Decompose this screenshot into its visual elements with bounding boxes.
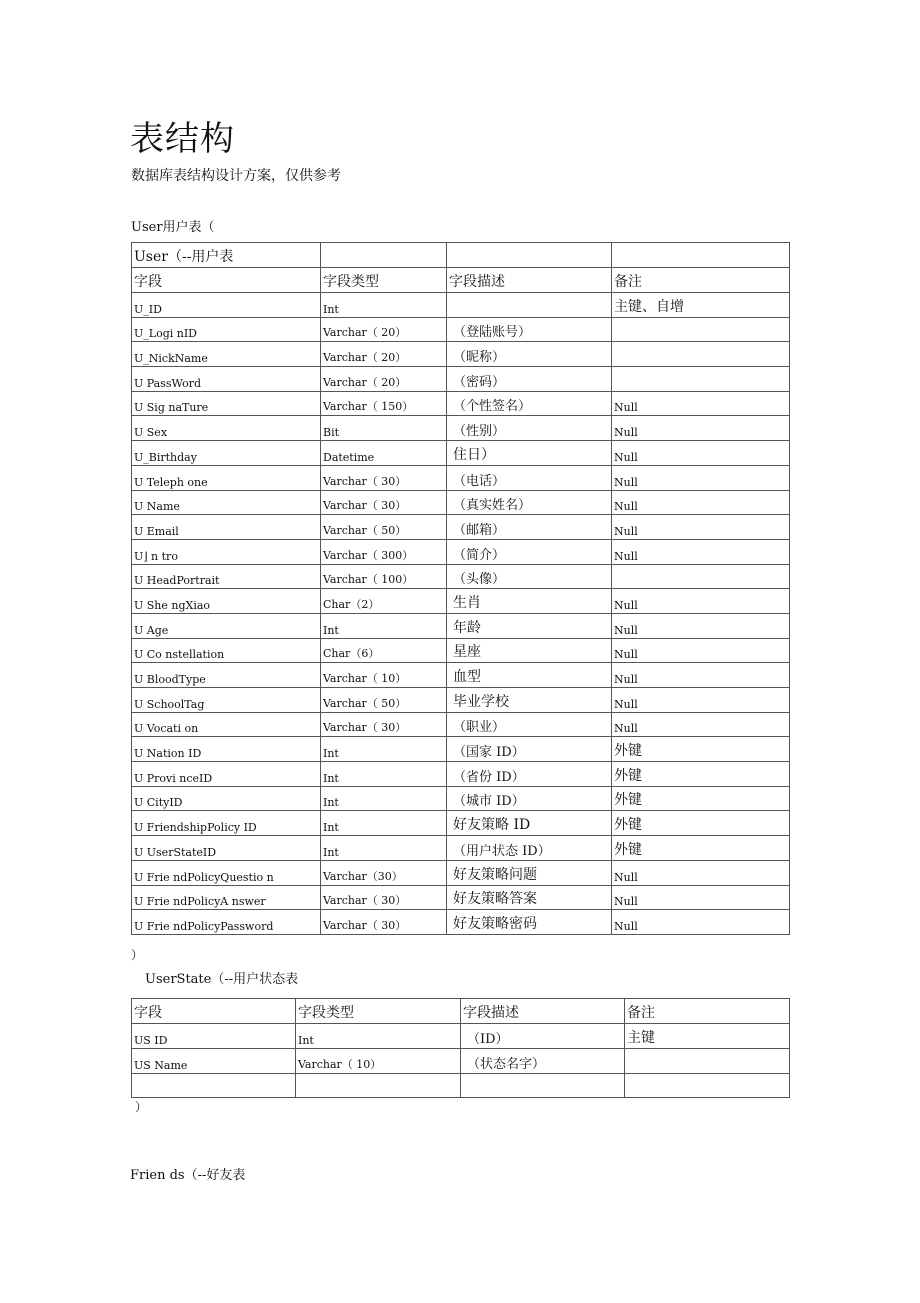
- user-table-cell: U Provi nceID: [132, 762, 321, 787]
- user-table-row: [132, 638, 790, 663]
- user-table-cell: （城市 ID）: [447, 786, 612, 811]
- user-table-cell: 年龄: [447, 613, 612, 638]
- user-table-cell: （简介）: [447, 539, 612, 564]
- user-table-row: [132, 441, 790, 466]
- user-table-cell: 外键: [612, 762, 790, 787]
- user-table-cell: 住日）: [447, 441, 612, 466]
- user-table-cell: Varchar（ 20）: [321, 367, 447, 392]
- user-table-cell: U Co nstellation: [132, 638, 321, 663]
- user-table-cell: Null: [612, 515, 790, 540]
- user-table-row: [132, 786, 790, 811]
- user-table-header-row: [132, 268, 790, 293]
- user-table-cell: Varchar（ 150）: [321, 391, 447, 416]
- user-table-cell: （登陆账号）: [447, 317, 612, 342]
- user-table-cell: （个性签名）: [447, 391, 612, 416]
- user-table-cell: Int: [321, 836, 447, 861]
- user-table-title-cell: User（--用户表: [132, 243, 321, 268]
- user-table-cell: 星座: [447, 638, 612, 663]
- user-table-cell: Null: [612, 910, 790, 935]
- user-table-cell: Char（6）: [321, 638, 447, 663]
- user-table-cell: 外键: [612, 811, 790, 836]
- user-table-cell: 血型: [447, 663, 612, 688]
- user-table-header-cell: 字段类型: [321, 268, 447, 293]
- user-table-cell: （用户状态 ID）: [447, 836, 612, 861]
- userstate-table-header-cell: 备注: [625, 999, 790, 1024]
- user-table-row: [132, 762, 790, 787]
- user-table-row: [132, 688, 790, 713]
- user-table-row: [132, 737, 790, 762]
- user-table-cell: Varchar（ 30）: [321, 885, 447, 910]
- user-table-cell: U Frie ndPolicyA nswer: [132, 885, 321, 910]
- user-table-cell: Char（2）: [321, 589, 447, 614]
- user-table-title-empty-cell: [447, 243, 612, 268]
- user-table-row: [132, 910, 790, 935]
- user-table-cell: Int: [321, 293, 447, 318]
- userstate-table-cell: US Name: [132, 1049, 296, 1074]
- userstate-table-header-cell: 字段: [132, 999, 296, 1024]
- user-table-row: [132, 416, 790, 441]
- user-table-row: [132, 317, 790, 342]
- user-table-cell: Int: [321, 786, 447, 811]
- user-table-cell: U Frie ndPolicyQuestio n: [132, 860, 321, 885]
- user-table-cell: U Age: [132, 613, 321, 638]
- user-table: [131, 242, 790, 935]
- user-table-cell: U FriendshipPolicy ID: [132, 811, 321, 836]
- user-table-cell: Int: [321, 811, 447, 836]
- user-table-title-empty-cell: [321, 243, 447, 268]
- userstate-table-cell: [625, 1049, 790, 1074]
- user-table-row: [132, 490, 790, 515]
- user-table-cell: Null: [612, 688, 790, 713]
- user-table-cell: U⌋ n tro: [132, 539, 321, 564]
- user-table-cell: Varchar（ 50）: [321, 688, 447, 713]
- user-table-cell: Varchar（ 20）: [321, 317, 447, 342]
- user-table-row: [132, 367, 790, 392]
- user-table-cell: （职业）: [447, 712, 612, 737]
- user-table-cell: Null: [612, 712, 790, 737]
- userstate-table-row: [132, 1049, 790, 1074]
- userstate-table-cell: 主键: [625, 1024, 790, 1049]
- user-table-header-cell: 备注: [612, 268, 790, 293]
- user-table-cell: U PassWord: [132, 367, 321, 392]
- user-table-cell: 外键: [612, 786, 790, 811]
- user-table-cell: 好友策略 ID: [447, 811, 612, 836]
- user-table-row: [132, 539, 790, 564]
- user-table-cell: U BloodType: [132, 663, 321, 688]
- user-table-row: [132, 515, 790, 540]
- userstate-table-cell: [461, 1074, 625, 1098]
- user-table-cell: [612, 564, 790, 589]
- user-table-cell: U Sex: [132, 416, 321, 441]
- user-table-cell: （省份 ID）: [447, 762, 612, 787]
- user-table-cell: 好友策略答案: [447, 885, 612, 910]
- user-table-row: [132, 293, 790, 318]
- user-table-cell: Null: [612, 441, 790, 466]
- user-table-cell: U Teleph one: [132, 465, 321, 490]
- user-table-cell: Varchar（ 20）: [321, 342, 447, 367]
- user-table-cell: Int: [321, 737, 447, 762]
- user-table-row: [132, 860, 790, 885]
- user-table-cell: Null: [612, 539, 790, 564]
- user-table-cell: Null: [612, 465, 790, 490]
- userstate-table-cell: US ID: [132, 1024, 296, 1049]
- userstate-table-cell: [296, 1074, 461, 1098]
- userstate-table-row: [132, 1024, 790, 1049]
- userstate-table: [131, 998, 790, 1098]
- user-table-cell: Datetime: [321, 441, 447, 466]
- user-table-row: [132, 564, 790, 589]
- userstate-table-row: [132, 1074, 790, 1098]
- user-table-cell: 毕业学校: [447, 688, 612, 713]
- userstate-table-cell: Int: [296, 1024, 461, 1049]
- user-table-title-row: [132, 243, 790, 268]
- user-table-cell: 好友策略密码: [447, 910, 612, 935]
- user-table-row: [132, 465, 790, 490]
- user-table-cell: （邮箱）: [447, 515, 612, 540]
- userstate-table-cell: （ID）: [461, 1024, 625, 1049]
- user-table-row: [132, 663, 790, 688]
- user-table-cell: Varchar（ 30）: [321, 712, 447, 737]
- page-subtitle: 数据库表结构设计方案，仅供参考: [131, 168, 341, 184]
- user-table-cell: Varchar（ 30）: [321, 910, 447, 935]
- user-table-cell: Null: [612, 416, 790, 441]
- user-table-header-cell: 字段: [132, 268, 321, 293]
- user-table-row: [132, 391, 790, 416]
- user-table-cell: Null: [612, 663, 790, 688]
- user-table-cell: U UserStateID: [132, 836, 321, 861]
- user-table-cell: （昵称）: [447, 342, 612, 367]
- user-table-cell: Int: [321, 613, 447, 638]
- user-table-cell: （电话）: [447, 465, 612, 490]
- user-table-cell: U_Logi nID: [132, 317, 321, 342]
- user-table-cell: 好友策略问题: [447, 860, 612, 885]
- user-table-cell: Varchar（ 10）: [321, 663, 447, 688]
- user-table-cell: （国家 ID）: [447, 737, 612, 762]
- user-table-cell: U_Birthday: [132, 441, 321, 466]
- user-table-cell: （密码）: [447, 367, 612, 392]
- user-table-cell: U CityID: [132, 786, 321, 811]
- user-table-cell: 外键: [612, 836, 790, 861]
- user-table-cell: Bit: [321, 416, 447, 441]
- userstate-table-cell: Varchar（ 10）: [296, 1049, 461, 1074]
- page-title: 表结构: [130, 119, 235, 159]
- user-table-cell: 生肖: [447, 589, 612, 614]
- user-table-row: [132, 885, 790, 910]
- user-table-cell: [612, 367, 790, 392]
- user-table-cell: Null: [612, 391, 790, 416]
- user-table-cell: Null: [612, 589, 790, 614]
- userstate-table-header-cell: 字段描述: [461, 999, 625, 1024]
- userstate-table-cell: [625, 1074, 790, 1098]
- user-table-cell: （真实姓名）: [447, 490, 612, 515]
- user-table-cell: Varchar（ 30）: [321, 465, 447, 490]
- user-table-cell: Varchar（ 100）: [321, 564, 447, 589]
- user-table-cell: Null: [612, 490, 790, 515]
- user-table-cell: Varchar（ 30）: [321, 490, 447, 515]
- user-table-cell: Varchar（ 50）: [321, 515, 447, 540]
- userstate-table-closing: ）: [135, 1100, 148, 1114]
- user-table-cell: U Email: [132, 515, 321, 540]
- user-table-row: [132, 712, 790, 737]
- user-table-cell: Null: [612, 638, 790, 663]
- user-table-closing: ）: [131, 948, 144, 962]
- user-table-cell: U She ngXiao: [132, 589, 321, 614]
- userstate-table-body: [132, 999, 790, 1098]
- user-table-title-empty-cell: [612, 243, 790, 268]
- user-table-cell: U Nation ID: [132, 737, 321, 762]
- user-table-cell: [612, 342, 790, 367]
- user-table-row: [132, 589, 790, 614]
- user-table-cell: Varchar（ 300）: [321, 539, 447, 564]
- user-table-row: [132, 811, 790, 836]
- userstate-table-header-cell: 字段类型: [296, 999, 461, 1024]
- user-table-cell: 主键、自增: [612, 293, 790, 318]
- user-table-cell: （头像）: [447, 564, 612, 589]
- user-table-cell: U_NickName: [132, 342, 321, 367]
- user-table-cell: U HeadPortrait: [132, 564, 321, 589]
- user-table-cell: U Sig naTure: [132, 391, 321, 416]
- user-table-row: [132, 342, 790, 367]
- userstate-table-cell: （状态名字）: [461, 1049, 625, 1074]
- userstate-table-cell: [132, 1074, 296, 1098]
- user-table-cell: U_ID: [132, 293, 321, 318]
- user-table-cell: [612, 317, 790, 342]
- user-table-cell: [447, 293, 612, 318]
- friends-table-caption: Frien ds（--好友表: [130, 1168, 246, 1183]
- user-table-body: [132, 243, 790, 935]
- user-table-cell: Null: [612, 860, 790, 885]
- user-table-cell: Int: [321, 762, 447, 787]
- user-table-cell: U Vocati on: [132, 712, 321, 737]
- userstate-table-header-row: [132, 999, 790, 1024]
- user-table-cell: U Frie ndPolicyPassword: [132, 910, 321, 935]
- user-table-cell: （性别）: [447, 416, 612, 441]
- user-table-cell: U SchoolTag: [132, 688, 321, 713]
- user-table-cell: Varchar（30）: [321, 860, 447, 885]
- user-table-cell: 外键: [612, 737, 790, 762]
- user-table-cell: Null: [612, 885, 790, 910]
- user-table-cell: Null: [612, 613, 790, 638]
- user-table-row: [132, 836, 790, 861]
- user-table-caption: User用户表（: [131, 220, 215, 235]
- user-table-row: [132, 613, 790, 638]
- user-table-header-cell: 字段描述: [447, 268, 612, 293]
- user-table-cell: U Name: [132, 490, 321, 515]
- userstate-table-caption: UserState（--用户状态表: [145, 972, 299, 987]
